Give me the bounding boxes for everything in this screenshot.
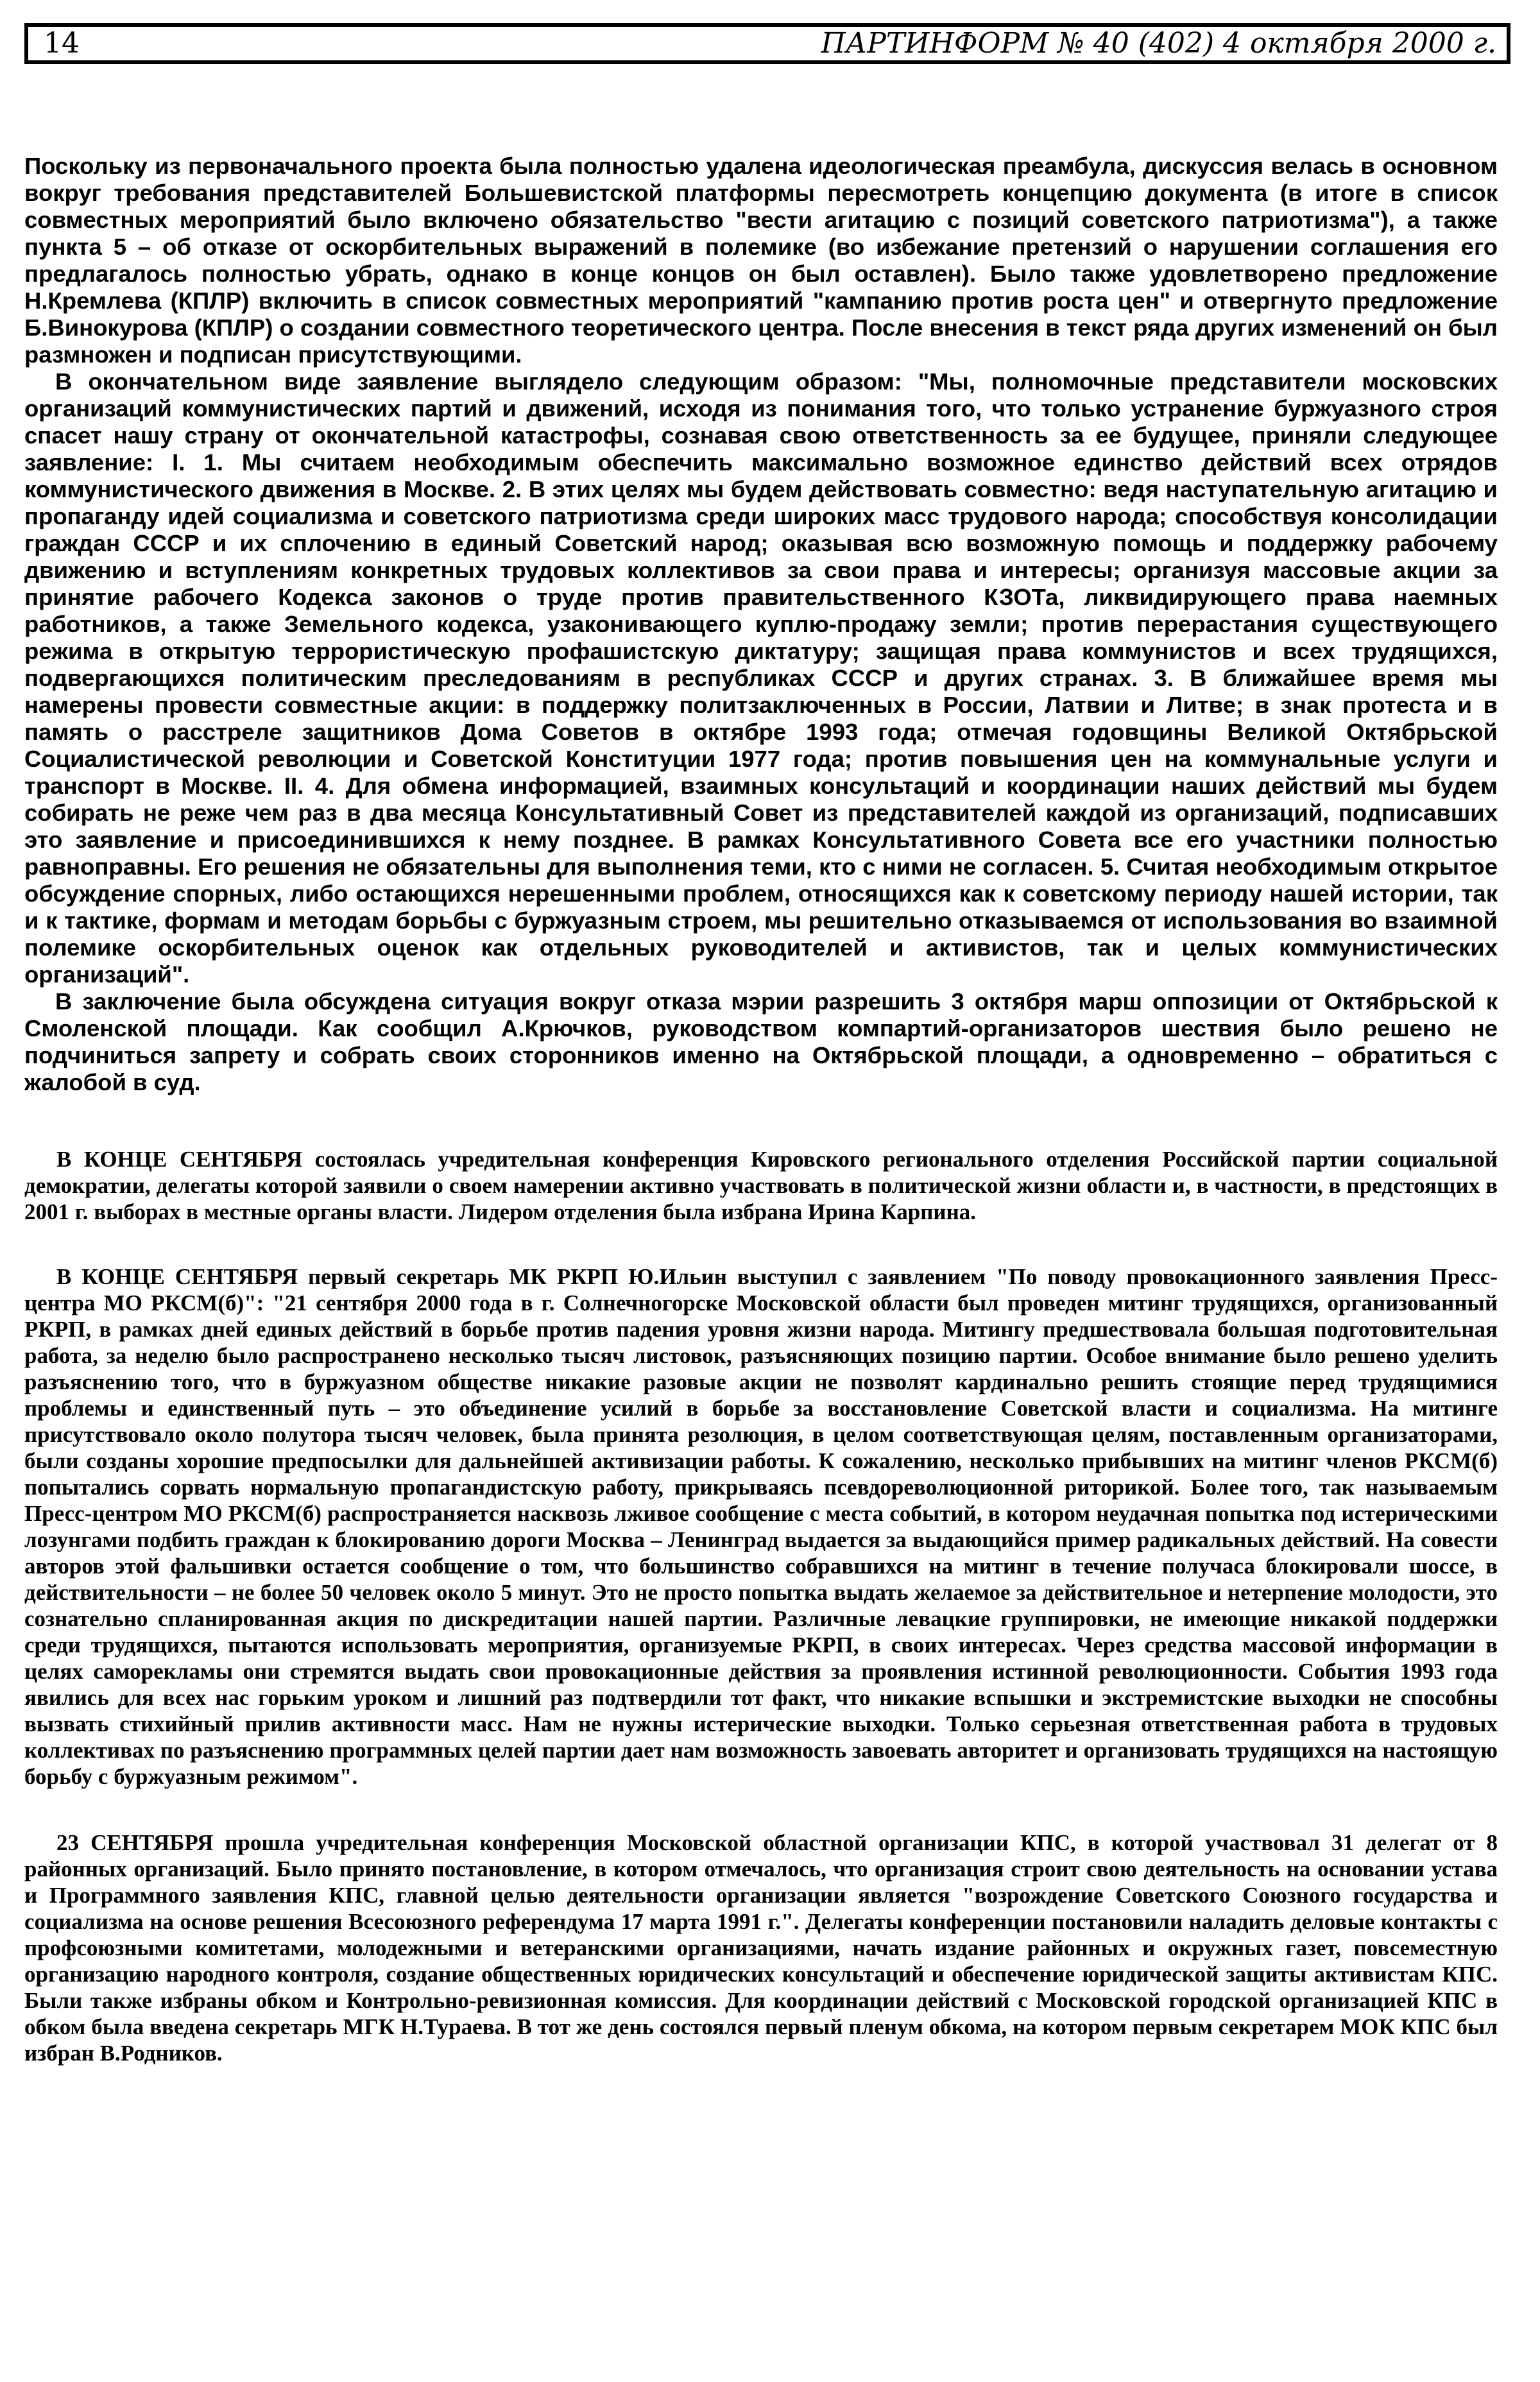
article-paragraph: В окончательном виде заявление выглядело следующим образом: "Мы, полномочные представители московских организаций коммунистических партий и движений, исходя из понимания того, что только устранение буржуазного строя спасет нашу страну от окончательной катастрофы, сознавая свою ответственность за ее будущее, приняли следующее заявление: I. 1. Мы считаем необходимым обеспечить максимально возможное единство действий всех отрядов коммунистического движения в Москве. 2. В этих целях мы будем действовать совместно: ведя наступательную агитацию и пропаганду идей социализма и советского патриотизма среди широких масс трудового народа; способствуя консолидации граждан СССР и их сплочению в единый Советский народ; оказывая всю возможную помощь и поддержку рабочему движению и вступлениям конкретных трудовых коллективов за свои права и интересы; организуя массовые акции за принятие рабочего Кодекса законов о труде против правительственного КЗОТа, ликвидирующего права наемных работников, а также Земельного кодекса, узаконивающего куплю-продажу земли; против перерастания существующего режима в открытую террористическую профашистскую диктатуру; защищая права коммунистов и всех трудящихся, подвергающихся политическим преследованиям в республиках СССР и других странах. 3. В ближайшее время мы намерены провести совместные акции: в поддержку политзаключенных в России, Латвии и Литве; в знак протеста и в память о расстреле защитников Дома Советов в октябре 1993 года; отмечая годовщины Великой Октябрьской Социалистической революции и Советской Конституции 1977 года; против повышения цен на коммунальные услуги и транспорт в Москве. II. 4. Для обмена информацией, взаимных консультаций и координации наших действий мы будем собирать не реже чем раз в два месяца Консультативный Совет из представителей каждой из организаций, подписавших это заявление и присоединившихся к нему позднее. В рамках Консультативного Совета все его участники полностью равноправны. Его решения не обязательны для выполнения теми, кто с ними не согласен. 5. Считая необходимым открытое обсуждение спорных, либо остающихся нерешенными проблем, относящихся как к советскому периоду нашей истории, так и к тактике, формам и методам борьбы с буржуазным строем, мы решительно отказываемся от использования во взаимной полемике оскорбительных оценок как отдельных руководителей и активистов, так и целых коммунистических организаций". [24, 368, 1498, 988]
article-paragraph: Поскольку из первоначального проекта была полностью удалена идеологическая преамбула, дискуссия велась в основном вокруг требования представителей Большевистской платформы пересмотреть концепцию документа (в итоге в список совместных мероприятий было включено обязательство "вести агитацию с позиций советского патриотизма"), а также пункта 5 – об отказе от оскорбительных выражений в полемике (во избежание претензий о нарушении соглашения его предлагалось полностью убрать, однако в конце концов он был оставлен). Было также удовлетворено предложение Н.Кремлева (КПЛР) включить в список совместных мероприятий "кампанию против роста цен" и отвергнуто предложение Б.Винокурова (КПЛР) о создании совместного теоретического центра. После внесения в текст ряда других изменений он был размножен и подписан присутствующими. [24, 153, 1498, 368]
news-note-text: В КОНЦЕ СЕНТЯБРЯ состоялась учредительная конференция Кировского регионального отделения Российской партии социальной демократии, делегаты которой заявили о своем намерении активно участвовать в политической жизни области и, в частности, в предстоящих в 2001 г. выборах в местные органы власти. Лидером отделения была избрана Ирина Карпина. [24, 1147, 1498, 1224]
news-note-text: 23 СЕНТЯБРЯ прошла учредительная конференция Московской областной организации КПС, в которой участвовал 31 делегат от 8 районных организаций. Было принято постановление, в котором отмечалось, что организация строит свою деятельность на основании устава и Программного заявления КПС, главной целью деятельности организации является "возрождение Советского Союзного государства и социализма на основе решения Всесоюзного референдума 17 марта 1991 г.". Делегаты конференции постановили наладить деловые контакты с профсоюзными комитетами, молодежными и ветеранскими организациями, начать издание районных и окружных газет, повсеместную организацию народного контроля, создание общественных юридических консультаций и обеспечение юридической защиты активистам КПС. Были также избраны обком и Контрольно-ревизионная комиссия. Для координации действий с Московской городской организацией КПС в обком была введена секретарь МГК Н.Тураева. В тот же день состоялся первый пленум обкома, на котором первым секретарем МОК КПС был избран В.Родников. [24, 1830, 1498, 2066]
issue-title: ПАРТИНФОРМ № 40 (402) 4 октября 2000 г. [821, 27, 1496, 60]
news-note [24, 1146, 1498, 1225]
news-note [24, 1829, 1498, 2066]
newspaper-page [24, 23, 1510, 2066]
article-paragraph: В заключение была обсуждена ситуация вокруг отказа мэрии разрешить 3 октября марш оппозиции от Октябрьской к Смоленской площади. Как сообщил А.Крючков, руководством компартий-организаторов шествия было решено не подчиниться запрету и собрать своих сторонников именно на Октябрьской площади, а одновременно – обратиться с жалобой в суд. [24, 988, 1498, 1095]
news-note [24, 1264, 1498, 1790]
news-note-text: В КОНЦЕ СЕНТЯБРЯ первый секретарь МК РКРП Ю.Ильин выступил с заявлением "По поводу провокационного заявления Пресс-центра МО РКСМ(б)": "21 сентября 2000 года в г. Солнечногорске Московской области был проведен митинг трудящихся, организованный РКРП, в рамках дней единых действий в борьбе против падения уровня жизни народа. Митингу предшествовала большая подготовительная работа, за неделю было распространено несколько тысяч листовок, разъясняющих позицию партии. Особое внимание было решено уделить разъяснению того, что в буржуазном обществе никакие разовые акции не позволят кардинально решить стоящие перед трудящимися проблемы и единственный путь – это объединение усилий в борьбе за восстановление Советской власти и социализма. На митинге присутствовало около полутора тысяч человек, была принята резолюция, в целом соответствующая целям, поставленным организаторами, были созданы хорошие предпосылки для дальнейшей активизации работы. К сожалению, несколько прибывших на митинг членов РКСМ(б) попытались сорвать нормальную пропагандистскую работу, прикрываясь псевдореволюционной риторикой. Более того, так называемым Пресс-центром МО РКСМ(б) распространяется насквозь лживое сообщение с места событий, в котором неудачная попытка под истерическими лозунгами подбить граждан к блокированию дороги Москва – Ленинград выдается за выдающийся пример радикальных действий. На совести авторов этой фальшивки остается сообщение о том, что большинство собравшихся на митинг в течение получаса блокировали шоссе, в действительности – не более 50 человек около 5 минут. Это не просто попытка выдать желаемое за действительное и нетерпение молодости, это сознательно спланированная акция по дискредитации нашей партии. Различные левацкие группировки, не имеющие никакой поддержки среди трудящихся, пытаются использовать мероприятия, организуемые РКРП, в своих интересах. Через средства массовой информации в целях саморекламы они стремятся выдать свои провокационные действия за проявления истинной революционности. События 1993 года явились для всех нас горьким уроком и лишний раз подтвердили тот факт, что никакие вспышки и экстремистские выходки не способны вызвать стихийный прилив активности масс. Нам не нужны истерические выходки. Только серьезная ответственная работа в трудовых коллективах по разъяснению программных целей партии дает нам возможность завоевать авторитет и организовать трудящихся на настоящую борьбу с буржуазным режимом". [24, 1264, 1498, 1789]
article-body [24, 153, 1498, 1096]
page-number: 14 [44, 27, 80, 60]
page-header [24, 23, 1510, 64]
